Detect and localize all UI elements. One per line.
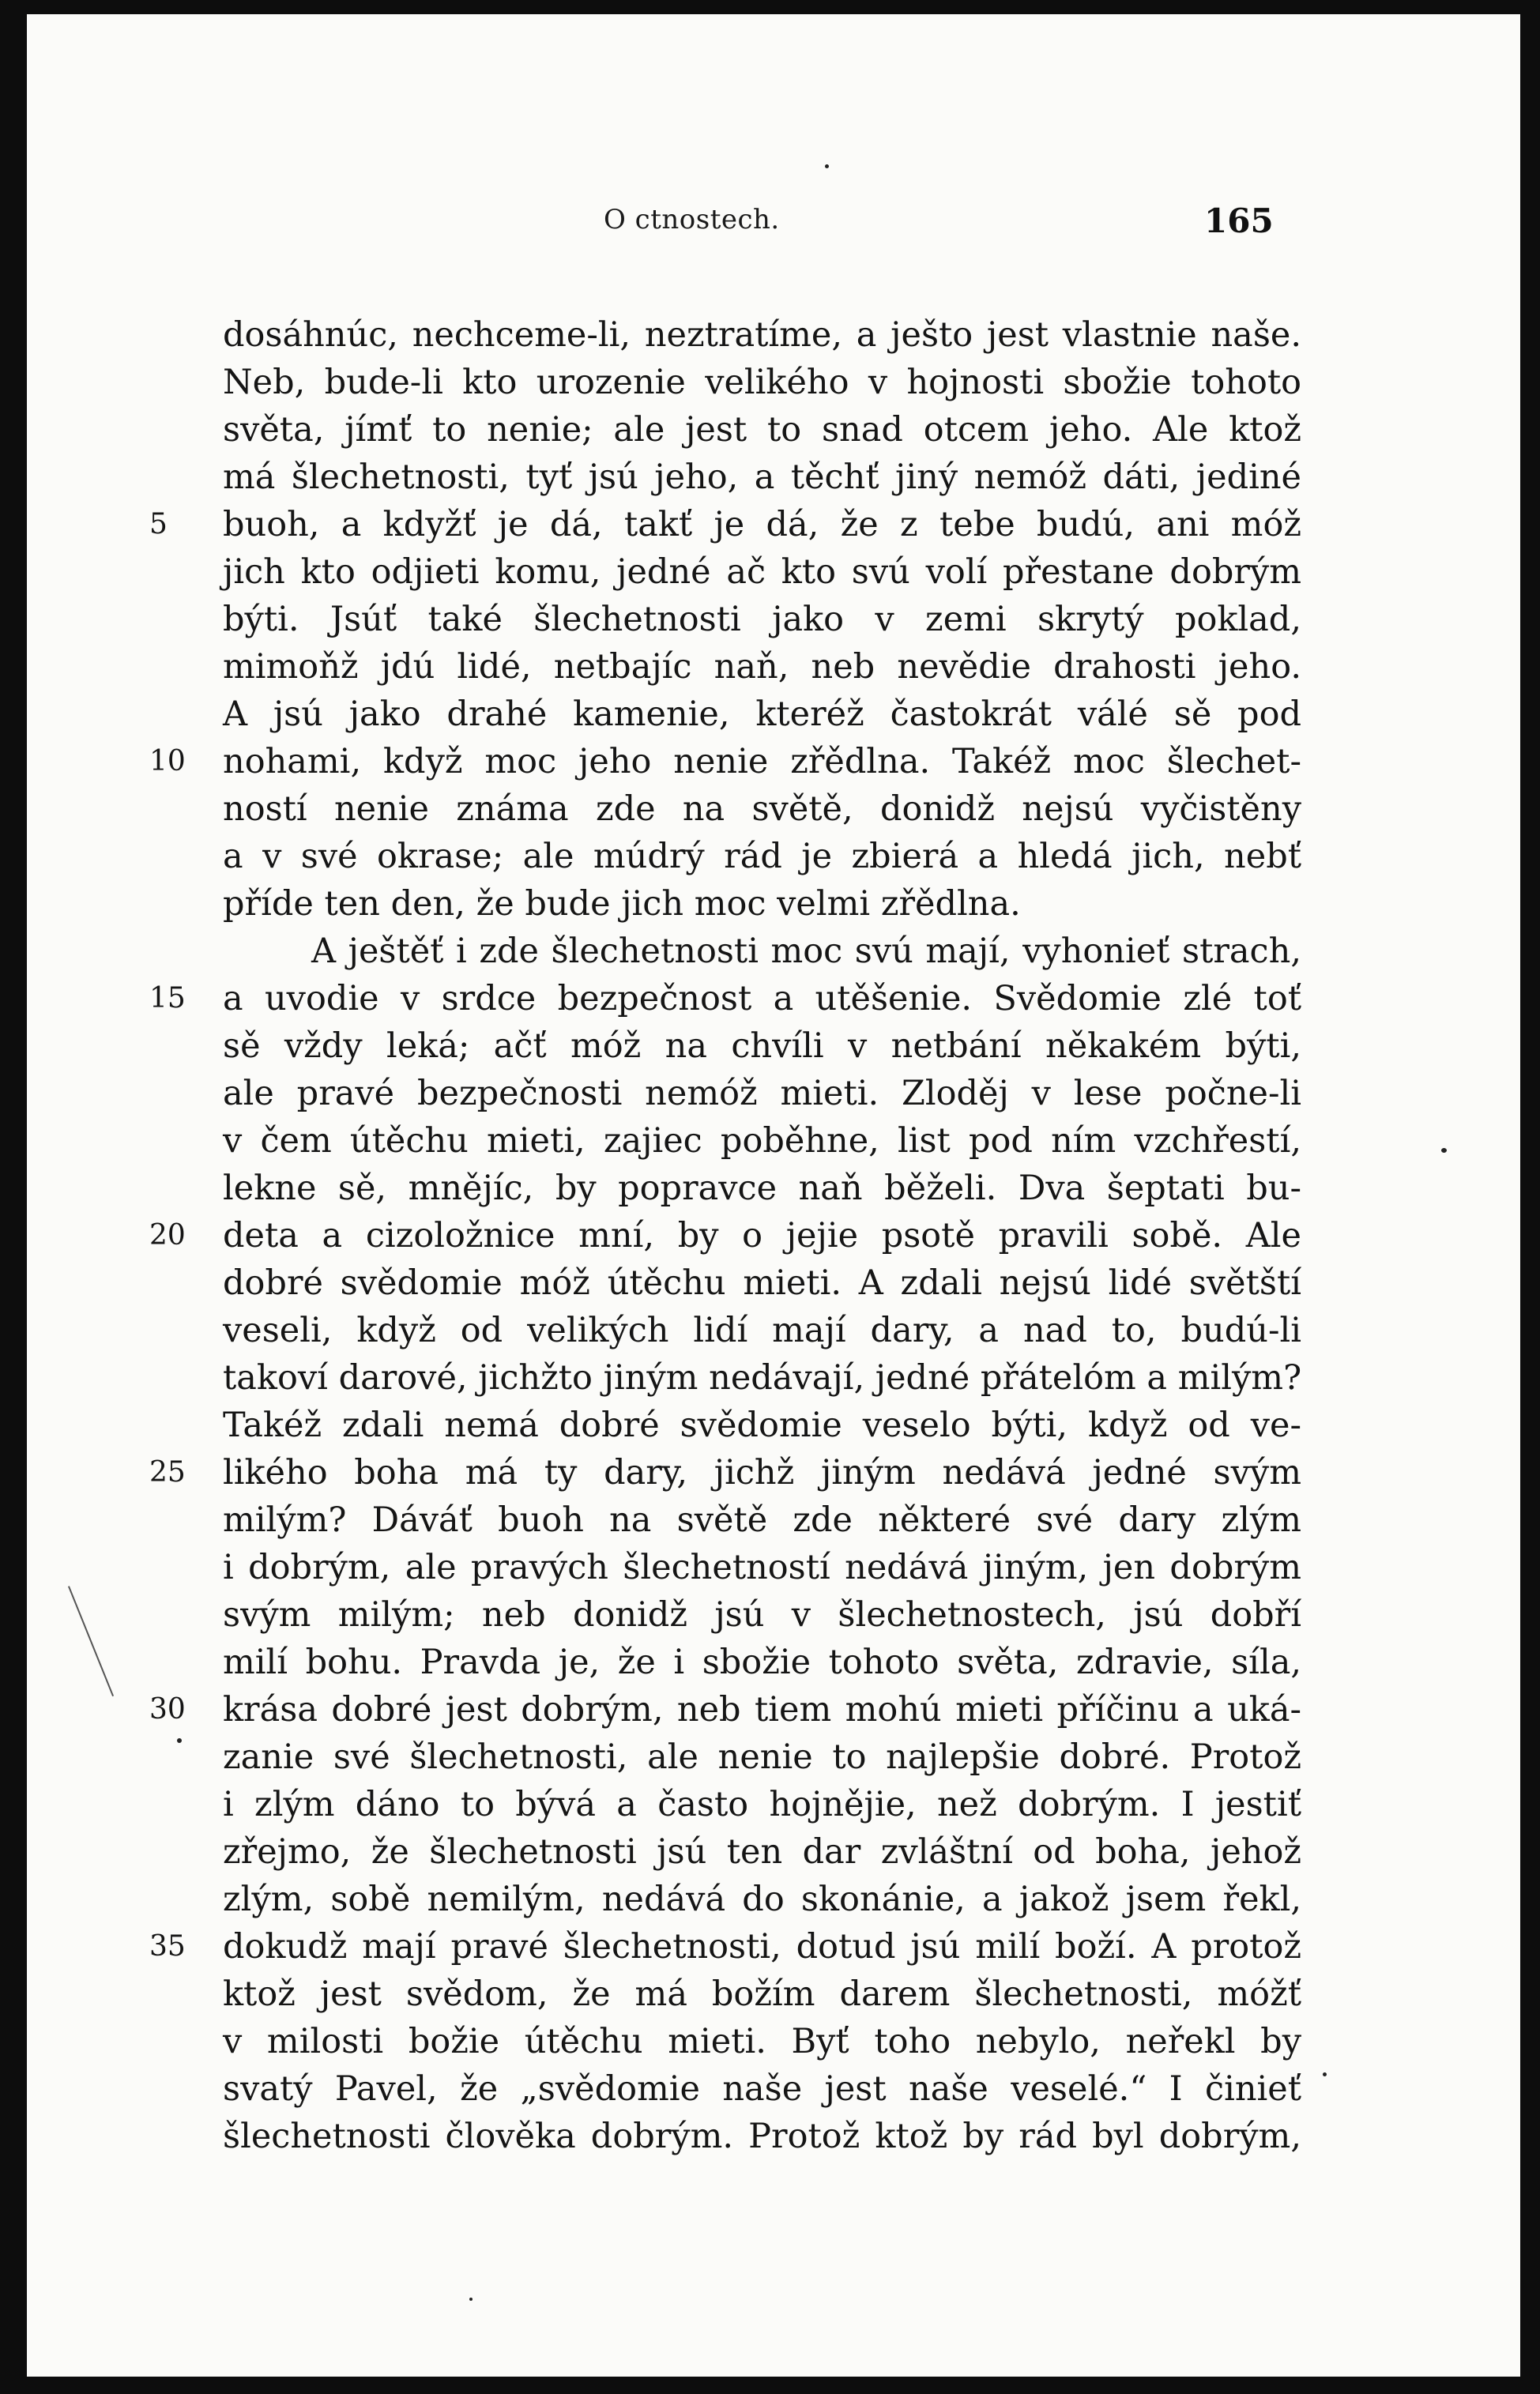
text-line: ale pravé bezpečnosti nemóž mieti. Zloděj v lese počne-li — [223, 1074, 1301, 1113]
page-number: 165 — [1204, 201, 1274, 240]
line-number: 10 — [149, 745, 186, 777]
scan-speck — [1323, 2072, 1327, 2076]
text-line: šlechetnosti člověka dobrým. Protož ktož by rád byl dobrým, — [223, 2117, 1301, 2156]
text-line: milí bohu. Pravda je, že i sbožie tohoto světa, zdravie, síla, — [223, 1643, 1301, 1682]
text-line: má šlechetnosti, tyť jsú jeho, a těchť jiný nemóž dáti, jediné — [223, 457, 1301, 497]
text-line: i dobrým, ale pravých šlechetností nedává jiným, jen dobrým — [223, 1548, 1301, 1587]
text-line: dobré svědomie móž útěchu mieti. A zdali nejsú lidé světští — [223, 1263, 1301, 1303]
book-page — [27, 14, 1520, 2377]
text-line: buoh, a kdyžť je dá, takť je dá, že z tebe budú, ani móž — [223, 505, 1301, 544]
text-line: a v své okrase; ale múdrý rád je zbierá a hledá jich, nebť — [223, 837, 1301, 876]
text-line: A ještěť i zde šlechetnosti moc svú mají, vyhonieť strach, — [311, 932, 1301, 971]
line-number: 25 — [149, 1456, 186, 1489]
text-line: lekne sě, mnějíc, by popravce naň běželi. Dva šeptati bu- — [223, 1169, 1301, 1208]
scan-stroke — [68, 1586, 114, 1696]
text-line: takoví darové, jichžto jiným nedávají, jedné přátelóm a milým? — [223, 1358, 1302, 1398]
text-line: světa, jímť to nenie; ale jest to snad otcem jeho. Ale ktož — [223, 410, 1301, 450]
text-line: býti. Jsúť také šlechetnosti jako v zemi skrytý poklad, — [223, 600, 1301, 639]
line-number: 20 — [149, 1219, 186, 1252]
line-number: 15 — [149, 982, 186, 1014]
text-line: milým? Dáváť buoh na světě zde některé své dary zlým — [223, 1500, 1301, 1540]
text-line: ktož jest svědom, že má božím darem šlechetnosti, móžť — [223, 1974, 1301, 2014]
text-line: i zlým dáno to bývá a často hojnějie, než dobrým. I jestiť — [223, 1785, 1301, 1824]
scan-speck — [469, 2298, 473, 2301]
text-line: dokudž mají pravé šlechetnosti, dotud jsú milí boží. A protož — [223, 1927, 1301, 1967]
scan-speck — [177, 1738, 182, 1743]
text-line: sě vždy leká; ačť móž na chvíli v netbání někakém býti, — [223, 1026, 1301, 1066]
text-line: likého boha má ty dary, jichž jiným nedává jedné svým — [223, 1453, 1301, 1492]
scan-speck — [1441, 1148, 1447, 1153]
text-line: veseli, když od velikých lidí mají dary, a nad to, budú-li — [223, 1311, 1301, 1350]
text-line: příde ten den, že bude jich moc velmi zřědlna. — [223, 884, 1021, 924]
line-number: 5 — [149, 508, 168, 540]
text-line: a uvodie v srdce bezpečnost a utěšenie. Svědomie zlé toť — [223, 979, 1301, 1018]
text-line: A jsú jako drahé kamenie, kteréž častokrát válé sě pod — [223, 694, 1301, 734]
text-line: nohami, když moc jeho nenie zřědlna. Takéž moc šlechet- — [223, 742, 1301, 781]
text-line: ností nenie známa zde na světě, donidž nejsú vyčistěny — [223, 789, 1301, 829]
text-line: svatý Pavel, že „svědomie naše jest naše veselé.“ I činieť — [223, 2069, 1301, 2109]
line-number: 30 — [149, 1693, 186, 1726]
text-line: Neb, bude-li kto urozenie velikého v hojnosti sbožie tohoto — [223, 363, 1301, 402]
text-line: krása dobré jest dobrým, neb tiem mohú mieti příčinu a uká- — [223, 1690, 1301, 1730]
text-line: zlým, sobě nemilým, nedává do skonánie, a jakož jsem řekl, — [223, 1880, 1301, 1919]
text-line: mimoňž jdú lidé, netbajíc naň, neb nevědie drahosti jeho. — [223, 647, 1301, 687]
running-title: O ctnostech. — [604, 204, 780, 235]
line-number: 35 — [149, 1930, 186, 1963]
text-line: v čem útěchu mieti, zajiec poběhne, list pod ním vzchřestí, — [223, 1121, 1301, 1161]
text-line: dosáhnúc, nechceme-li, neztratíme, a ješto jest vlastnie naše. — [223, 315, 1301, 355]
text-line: Takéž zdali nemá dobré svědomie veselo býti, když od ve- — [223, 1406, 1301, 1445]
text-line: zřejmo, že šlechetnosti jsú ten dar zvláštní od boha, jehož — [223, 1832, 1301, 1872]
text-line: zanie své šlechetnosti, ale nenie to najlepšie dobré. Protož — [223, 1737, 1301, 1777]
text-line: deta a cizoložnice mní, by o jejie psotě pravili sobě. Ale — [223, 1216, 1301, 1255]
text-line: v milosti božie útěchu mieti. Byť toho nebylo, neřekl by — [223, 2022, 1301, 2061]
text-line: jich kto odjieti komu, jedné ač kto svú volí přestane dobrým — [223, 552, 1301, 592]
scan-speck — [825, 164, 829, 168]
text-line: svým milým; neb donidž jsú v šlechetnostech, jsú dobří — [223, 1595, 1301, 1635]
